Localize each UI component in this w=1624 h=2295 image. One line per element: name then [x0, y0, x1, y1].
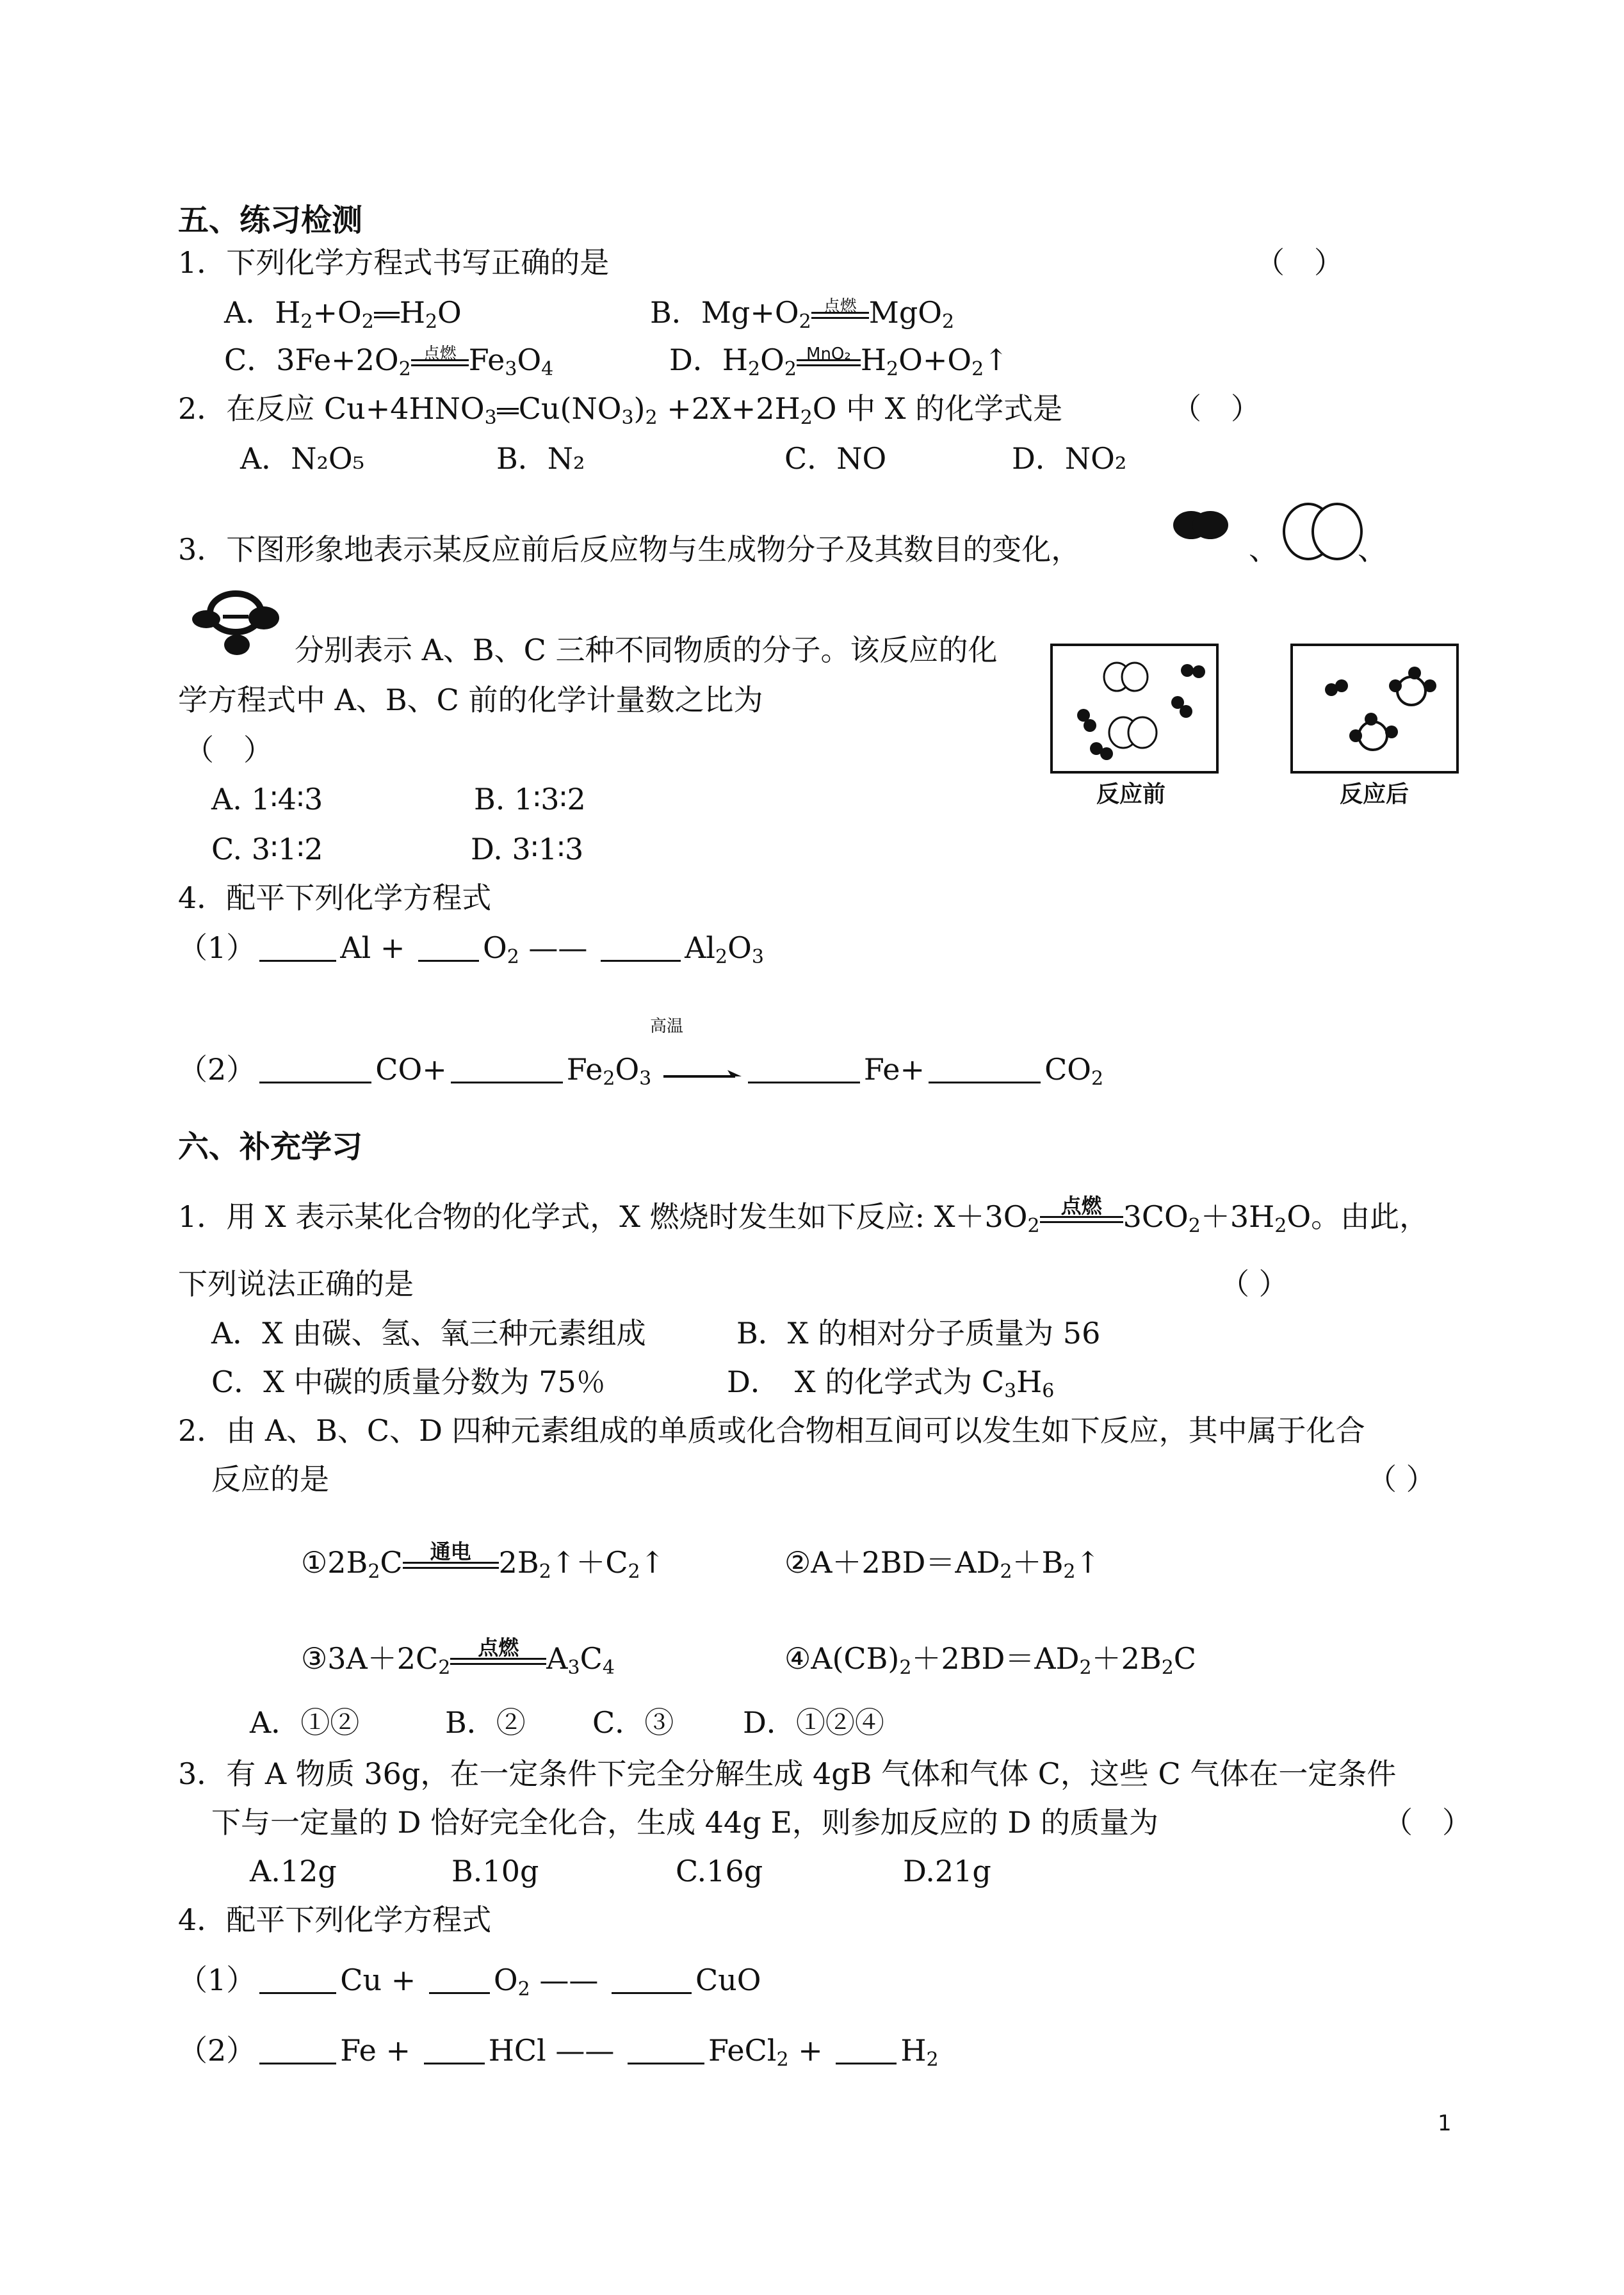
s6-q1-stem-line2: 下列说法正确的是 [178, 1267, 414, 1301]
after-reaction-box [1290, 644, 1459, 774]
high-temp-condition: 高温 [650, 1017, 684, 1036]
blank[interactable] [628, 2034, 704, 2064]
blank[interactable] [259, 932, 336, 962]
s6-q2-reaction-4: $④A(CB)_2+2BD=AD_2+2B_2C$ [784, 1641, 1196, 1679]
s5-q4-stem: 4．配平下列化学方程式 [178, 880, 492, 915]
molecule-a-icon [1169, 506, 1233, 544]
s6-q2-reaction-3: $③3A+2C_2$ 点燃 $A_3C_4$ [301, 1635, 615, 1679]
s6-q2-option-b: B．② [445, 1705, 526, 1740]
section6-title: 六、补充学习 [178, 1129, 363, 1165]
s5-q3-separator-1: 、 [1249, 532, 1278, 567]
s5-q1-option-c: C．$3Fe+2O_2$ 点燃 $Fe_3O_4$ [224, 343, 554, 380]
s6-q2-reaction-2: $②A+2BD=AD_2+B_2↑$ [784, 1545, 1101, 1583]
blank[interactable] [259, 1964, 336, 1994]
s6-q3-option-c: C.16g [676, 1854, 763, 1888]
s5-q2-option-d: D．NO₂ [1012, 441, 1127, 476]
before-reaction-molecules [1053, 646, 1216, 771]
s6-q2-option-c: C．③ [592, 1705, 674, 1740]
s6-q1-stem-line1: 1．用 X 表示某化合物的化学式，X 燃烧时发生如下反应: $X+3O_2$ 点燃 $3CO_2+3H_2O$。由此， [178, 1193, 1429, 1237]
s5-q1-option-a: A．$H_2+O_2$ $H_2O$ [224, 295, 462, 333]
molecule-b-icon [1281, 499, 1364, 564]
s6-q4-equation-2: （2） Fe + HCl —— FeCl$_2$ + $H_2$ [178, 2033, 939, 2071]
blank[interactable] [424, 2034, 485, 2064]
s6-q1-option-b: B．X 的相对分子质量为 56 [736, 1316, 1101, 1350]
blank[interactable] [836, 2034, 897, 2064]
s5-q1-option-d: D．$H_2O_2$ MnO₂ $H_2O+O_2↑$ [669, 343, 1009, 380]
blank[interactable] [929, 1053, 1041, 1083]
s5-q3-option-d: D. 3∶1∶3 [471, 832, 584, 866]
s6-q3-stem-line1: 3．有 A 物质 36g，在一定条件下完全分解生成 4gB 气体和气体 C，这些 C 气体在一定条件 [178, 1756, 1397, 1791]
s5-q3-paren: （ ） [184, 733, 273, 767]
s6-q2-paren: （ ） [1367, 1462, 1436, 1496]
arrow-icon [661, 1062, 744, 1082]
s5-q4-equation-1: （1） $Al + O_2$ —— $Al_2O_3$ [178, 930, 764, 968]
blank[interactable] [418, 932, 479, 962]
s6-q3-paren: （ ） [1383, 1805, 1472, 1840]
s5-q3-stem-line1: 3．下图形象地表示某反应前后反应物与生成物分子及其数目的变化， [178, 532, 1081, 567]
blank[interactable] [601, 932, 681, 962]
after-reaction-label: 反应后 [1340, 781, 1409, 807]
page-number: 1 [1438, 2111, 1452, 2136]
s6-q3-option-d: D.21g [903, 1854, 991, 1888]
s6-q3-option-a: A.12g [250, 1854, 337, 1888]
s6-q2-stem-line1: 2．由 A、B、C、D 四种元素组成的单质或化合物相互间可以发生如下反应，其中属于化合 [178, 1413, 1365, 1448]
s6-q1-option-a: A．X 由碳、氢、氧三种元素组成 [211, 1316, 646, 1350]
s6-q2-stem-line2: 反应的是 [211, 1462, 329, 1496]
blank[interactable] [259, 1053, 371, 1083]
s6-q1-paren: （ ） [1220, 1267, 1288, 1301]
s5-q4-equation-2: （2） $CO+ Fe_2O_3$ $Fe+ CO_2$ [178, 1052, 1104, 1090]
blank[interactable] [612, 1964, 692, 1994]
s5-q2-option-b: B．N₂ [496, 441, 585, 476]
after-reaction-molecules [1293, 646, 1456, 771]
s5-q3-stem-line3: 学方程式中 A、B、C 前的化学计量数之比为 [178, 683, 763, 717]
s5-q3-option-c: C. 3∶1∶2 [211, 832, 323, 866]
s6-q4-equation-1: （1） $Cu + O_2$ —— CuO [178, 1963, 761, 2000]
s6-q2-reaction-1: $①2B_2C$ 通电 $2B_2↑+C_2↑$ [301, 1539, 665, 1583]
s6-q2-option-d: D．①②④ [743, 1705, 884, 1740]
blank[interactable] [259, 2034, 336, 2064]
s5-q3-separator-2: 、 [1358, 532, 1387, 567]
s6-q1-option-c: C．X 中碳的质量分数为 75％ [211, 1365, 606, 1399]
s5-q1-stem: 1．下列化学方程式书写正确的是 [178, 245, 610, 280]
s5-q2-option-c: C．NO [784, 441, 887, 476]
section5-title: 五、练习检测 [178, 202, 363, 238]
s5-q3-option-b: B. 1∶3∶2 [474, 782, 586, 816]
s5-q2-option-a: A．N₂O₅ [240, 441, 365, 476]
s6-q3-option-b: B.10g [451, 1854, 539, 1888]
s6-q1-option-d: D． X 的化学式为 $C_3H_6$ [727, 1365, 1055, 1402]
blank[interactable] [748, 1053, 860, 1083]
s5-q1-paren: （ ） [1255, 245, 1344, 280]
s5-q3-stem-line2: 分别表示 A、B、C 三种不同物质的分子。该反应的化 [295, 633, 998, 667]
before-reaction-box [1050, 644, 1219, 774]
s6-q4-stem: 4．配平下列化学方程式 [178, 1902, 492, 1937]
s5-q3-option-a: A. 1∶4∶3 [211, 782, 323, 816]
blank[interactable] [451, 1053, 563, 1083]
s5-q2-stem: 2．在反应 $Cu+4HNO_3$ $Cu(NO_3)_2 +2X+2H_2O$ 中 X 的化学式是 [178, 391, 1063, 429]
s5-q2-paren: （ ） [1172, 391, 1260, 426]
molecule-c-icon [191, 586, 280, 656]
blank[interactable] [429, 1964, 490, 1994]
s6-q3-stem-line2: 下与一定量的 D 恰好完全化合，生成 44g E，则参加反应的 D 的质量为 [211, 1805, 1159, 1840]
before-reaction-label: 反应前 [1096, 781, 1166, 807]
s6-q2-option-a: A．①② [250, 1705, 360, 1740]
s5-q1-option-b: B．$Mg+O_2$ 点燃 MgO$_2$ [650, 295, 955, 333]
